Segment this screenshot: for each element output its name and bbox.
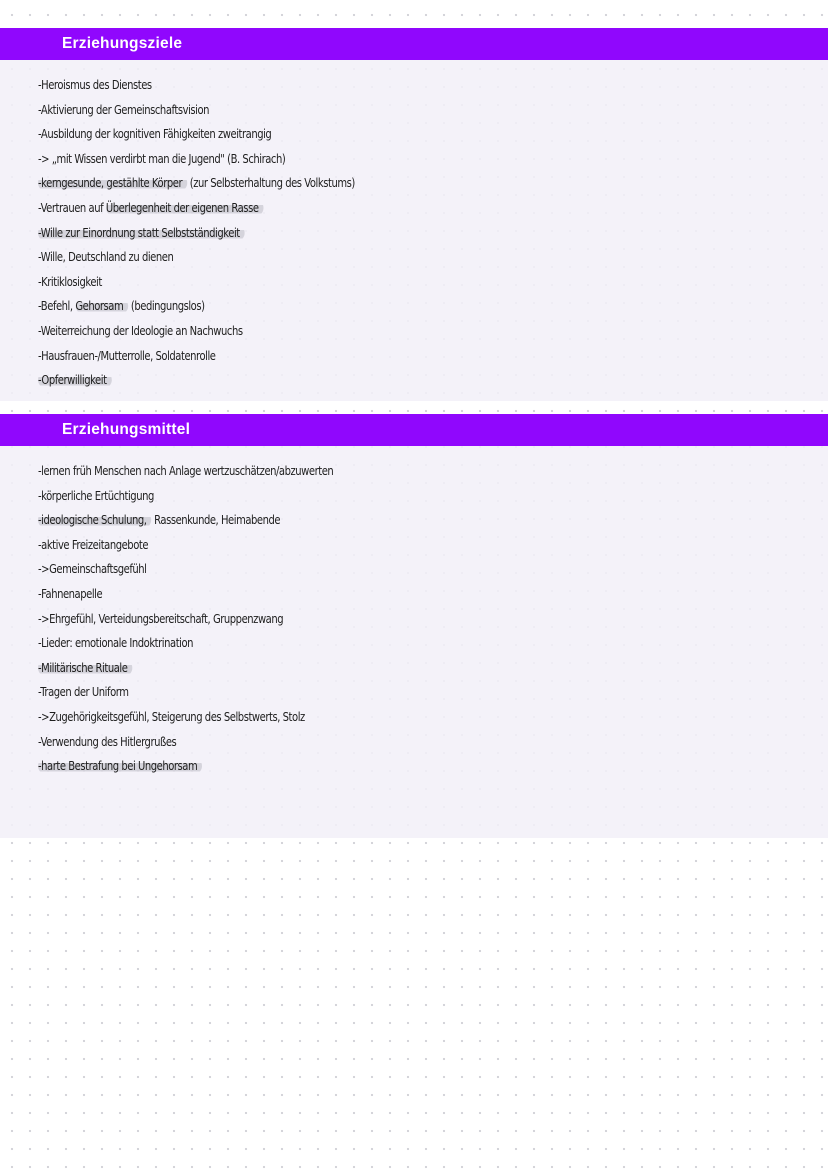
list-item: -Wille, Deutschland zu dienen — [38, 250, 174, 265]
list-item: -aktive Freizeitangebote — [38, 537, 149, 552]
list-item: ->Ehrgefühl, Verteidungsbereitschaft, Gruppenzwang — [38, 611, 284, 626]
list-item: -körperliche Ertüchtigung — [38, 488, 154, 503]
highlighted-text: Überlegenheit der eigenen Rasse — [106, 201, 264, 215]
highlighted-text: -Militärische Rituale — [38, 661, 132, 675]
list-item: -Verwendung des Hitlergrußes — [38, 734, 177, 749]
section-erziehungsziele — [0, 28, 828, 401]
highlighted-text: -Wille zur Einordnung statt Selbstständigkeit — [38, 226, 245, 240]
list-item: -Lieder: emotionale Indoktrination — [38, 636, 194, 651]
list-item: -Fahnenapelle — [38, 586, 103, 601]
section-title: Erziehungsziele — [62, 35, 183, 52]
list-item: -Ausbildung der kognitiven Fähigkeiten zweitrangig — [38, 127, 272, 142]
list-item: -lernen früh Menschen nach Anlage wertzuschätzen/abzuwerten — [38, 464, 334, 478]
list-item: -Aktivierung der Gemeinschaftsvision — [38, 102, 210, 117]
list-item — [38, 221, 355, 246]
list-item — [38, 656, 333, 681]
list-item: -Vertrauen auf Überlegenheit der eigenen Rasse — [38, 196, 355, 221]
list-item — [38, 368, 355, 393]
section-header-band — [0, 414, 828, 446]
list-item: -> „mit Wissen verdirbt man die Jugend" (B. Schirach) — [38, 151, 286, 166]
bullet-list — [38, 459, 398, 779]
list-item: -Hausfrauen-/Mutterrolle, Soldatenrolle — [38, 348, 216, 363]
list-item: -kerngesunde, gestählte Körper (zur Selbsterhaltung des Volkstums) — [38, 176, 355, 191]
list-item: ->Zugehörigkeitsgefühl, Steigerung des Selbstwerts, Stolz — [38, 709, 305, 724]
highlighted-text: -ideologische Schulung, — [38, 513, 151, 527]
section-title: Erziehungsmittel — [62, 421, 191, 438]
bullet-list — [38, 73, 424, 393]
list-item: ->Gemeinschaftsgefühl — [38, 562, 147, 577]
highlighted-text: -kerngesunde, gestählte Körper — [38, 176, 187, 190]
highlighted-text: -harte Bestrafung bei Ungehorsam — [38, 759, 202, 773]
section-erziehungsmittel — [0, 414, 828, 838]
list-item: -Weiterreichung der Ideologie an Nachwuchs — [38, 323, 243, 338]
section-header-band — [0, 28, 828, 60]
highlighted-text: Gehorsam — [75, 299, 128, 313]
list-item: -Kritiklosigkeit — [38, 274, 102, 289]
list-item: -Befehl, Gehorsam (bedingungslos) — [38, 299, 205, 314]
list-item: -Heroismus des Dienstes — [38, 78, 152, 92]
list-item — [38, 754, 333, 779]
highlighted-text: -Opferwilligkeit — [38, 373, 111, 387]
list-item: -ideologische Schulung, Rassenkunde, Heimabende — [38, 513, 281, 528]
list-item: -Tragen der Uniform — [38, 685, 129, 700]
